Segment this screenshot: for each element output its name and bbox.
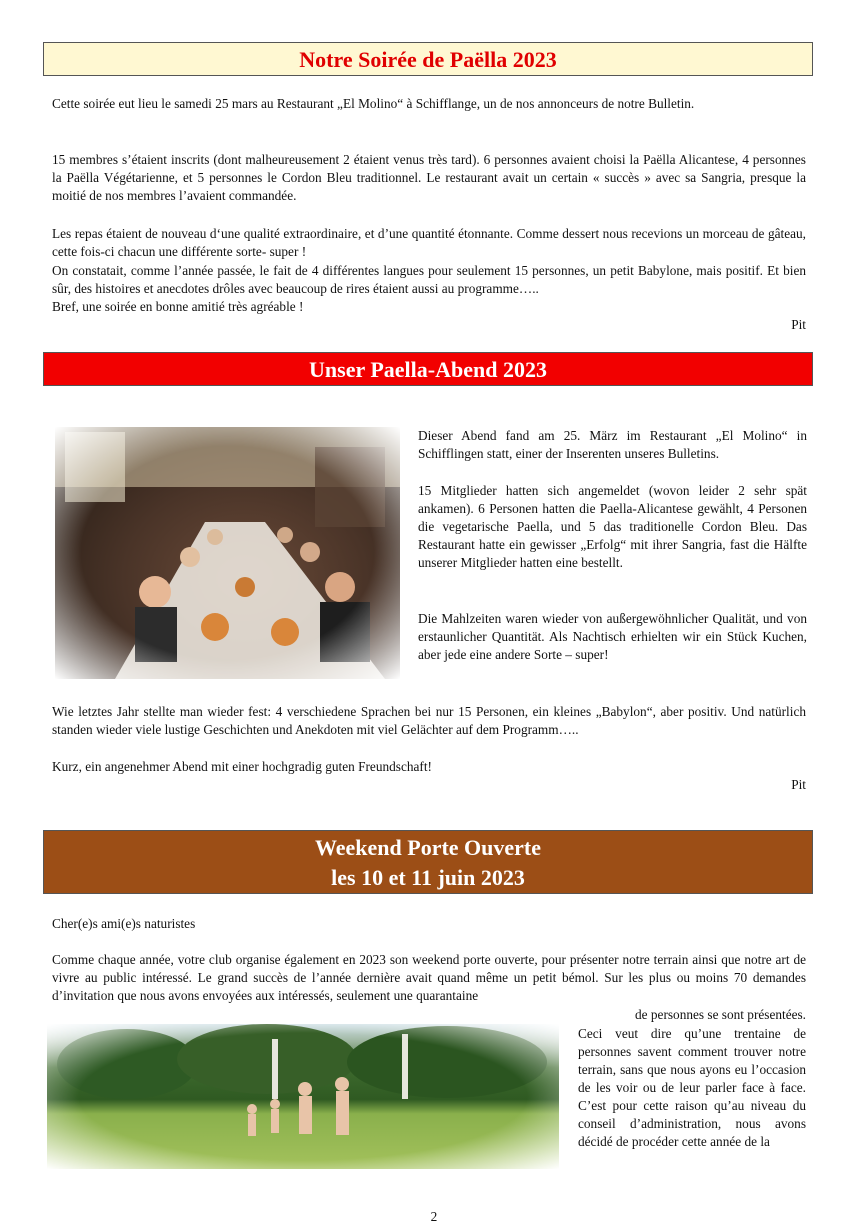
section-title-paella-fr: Notre Soirée de Paëlla 2023 xyxy=(43,42,813,76)
open-weekend-paragraph-1: Comme chaque année, votre club organise également en 2023 son weekend porte ouverte, pour présenter notre terrain ainsi que notre art de vivre au public intéressé. Le grand succès de l’année dernière avait quand même un petit bémol. Sur les plus ou moins 70 demandes d’invitation que nous avons envoyées aux intéressés, seulement une quarantaine xyxy=(52,952,806,1003)
meadow-photo xyxy=(47,1024,559,1169)
open-weekend-greeting: Cher(e)s ami(e)s naturistes xyxy=(52,916,196,931)
meadow-family-illustration xyxy=(47,1024,559,1169)
paella-fr-paragraph-3: Les repas étaient de nouveau d‘une qualité extraordinaire, et d’une quantité étonnante. Comme dessert nous recevions un morceau de gâteau, cette fois-ci chacun une différente sorte- super ! xyxy=(52,226,806,259)
paella-fr-signature: Pit xyxy=(791,317,806,332)
section-title-open-weekend xyxy=(43,830,813,894)
open-weekend-paragraph-2-first-line: de personnes se sont présentées. xyxy=(635,1007,806,1022)
paella-fr-paragraph-2: 15 membres s’étaient inscrits (dont malheureusement 2 étaient venus très tard). 6 personnes avaient choisi la Paëlla Alicantese, 4 personnes la Paëlla Végétarienne, et 5 personnes le Cordon Bleu traditionnel. Le restaurant avait un certain « succès » avec sa Sangria, presque la moitié de nos membres l’avaient commandée. xyxy=(52,152,806,203)
restaurant-dinner-photo xyxy=(55,427,400,679)
paella-de-paragraph-5: Kurz, ein angenehmer Abend mit einer hochgradig guten Freundschaft! xyxy=(52,759,432,774)
open-weekend-title-line-2: les 10 et 11 juin 2023 xyxy=(331,865,525,890)
paella-de-paragraph-1: Dieser Abend fand am 25. März im Restaurant „El Molino“ in Schifflingen statt, einer der Inserenten unseres Bulletins. xyxy=(418,428,807,461)
open-weekend-paragraph-2: Ceci veut dire qu’une trentaine de personnes savent comment trouver notre terrain, sans que nous ayons eu l’occasion de les voir ou de leur parler face à face. C’est pour cette raison qu’au niveau du conseil d’administration, nous avons décidé de procéder cette année de la xyxy=(578,1026,806,1149)
paella-de-paragraph-3: Die Mahlzeiten waren wieder von außergewöhnlicher Qualität, und von erstaunlicher Quantität. Als Nachtisch erhielten wir ein Stück Kuchen, aber jede eine andere Sorte – super! xyxy=(418,611,807,662)
paella-fr-paragraph-4: On constatait, comme l’année passée, le fait de 4 différentes langues pour seulement 15 personnes, un petit Babylone, mais positif. Et bien sûr, des histoires et anecdotes drôles avec beaucoup de rires étaient aussi au programme….. xyxy=(52,263,806,296)
restaurant-dinner-illustration xyxy=(55,427,400,679)
section-title-paella-de: Unser Paella-Abend 2023 xyxy=(43,352,813,386)
paella-fr-paragraph-1: Cette soirée eut lieu le samedi 25 mars au Restaurant „El Molino“ à Schifflange, un de nos annonceurs de notre Bulletin. xyxy=(52,96,695,111)
paella-de-signature: Pit xyxy=(791,777,806,792)
paella-fr-paragraph-5: Bref, une soirée en bonne amitié très agréable ! xyxy=(52,299,304,314)
paella-de-paragraph-4: Wie letztes Jahr stellte man wieder fest: 4 verschiedene Sprachen bei nur 15 Personen, ein kleines „Babylon“, aber positiv. Und natürlich standen wieder viele lustige Geschichten und Anekdoten mit viel Gelächter auf dem Programm….. xyxy=(52,704,806,737)
paella-de-paragraph-2: 15 Mitglieder hatten sich angemeldet (wovon leider 2 sehr spät ankamen). 6 Personen hatten die Paella-Alicantese gewählt, 4 Personen die vegetarische Paella, und 5 das traditionelle Cordon Bleu. Das Restaurant hatte ein gewisser „Erfolg“ mit ihrer Sangria, fast die Hälfte unserer Mitglieder hatten eine bestellt. xyxy=(418,483,807,570)
page-number: 2 xyxy=(430,1209,438,1224)
open-weekend-title-line-1: Weekend Porte Ouverte xyxy=(314,835,542,860)
